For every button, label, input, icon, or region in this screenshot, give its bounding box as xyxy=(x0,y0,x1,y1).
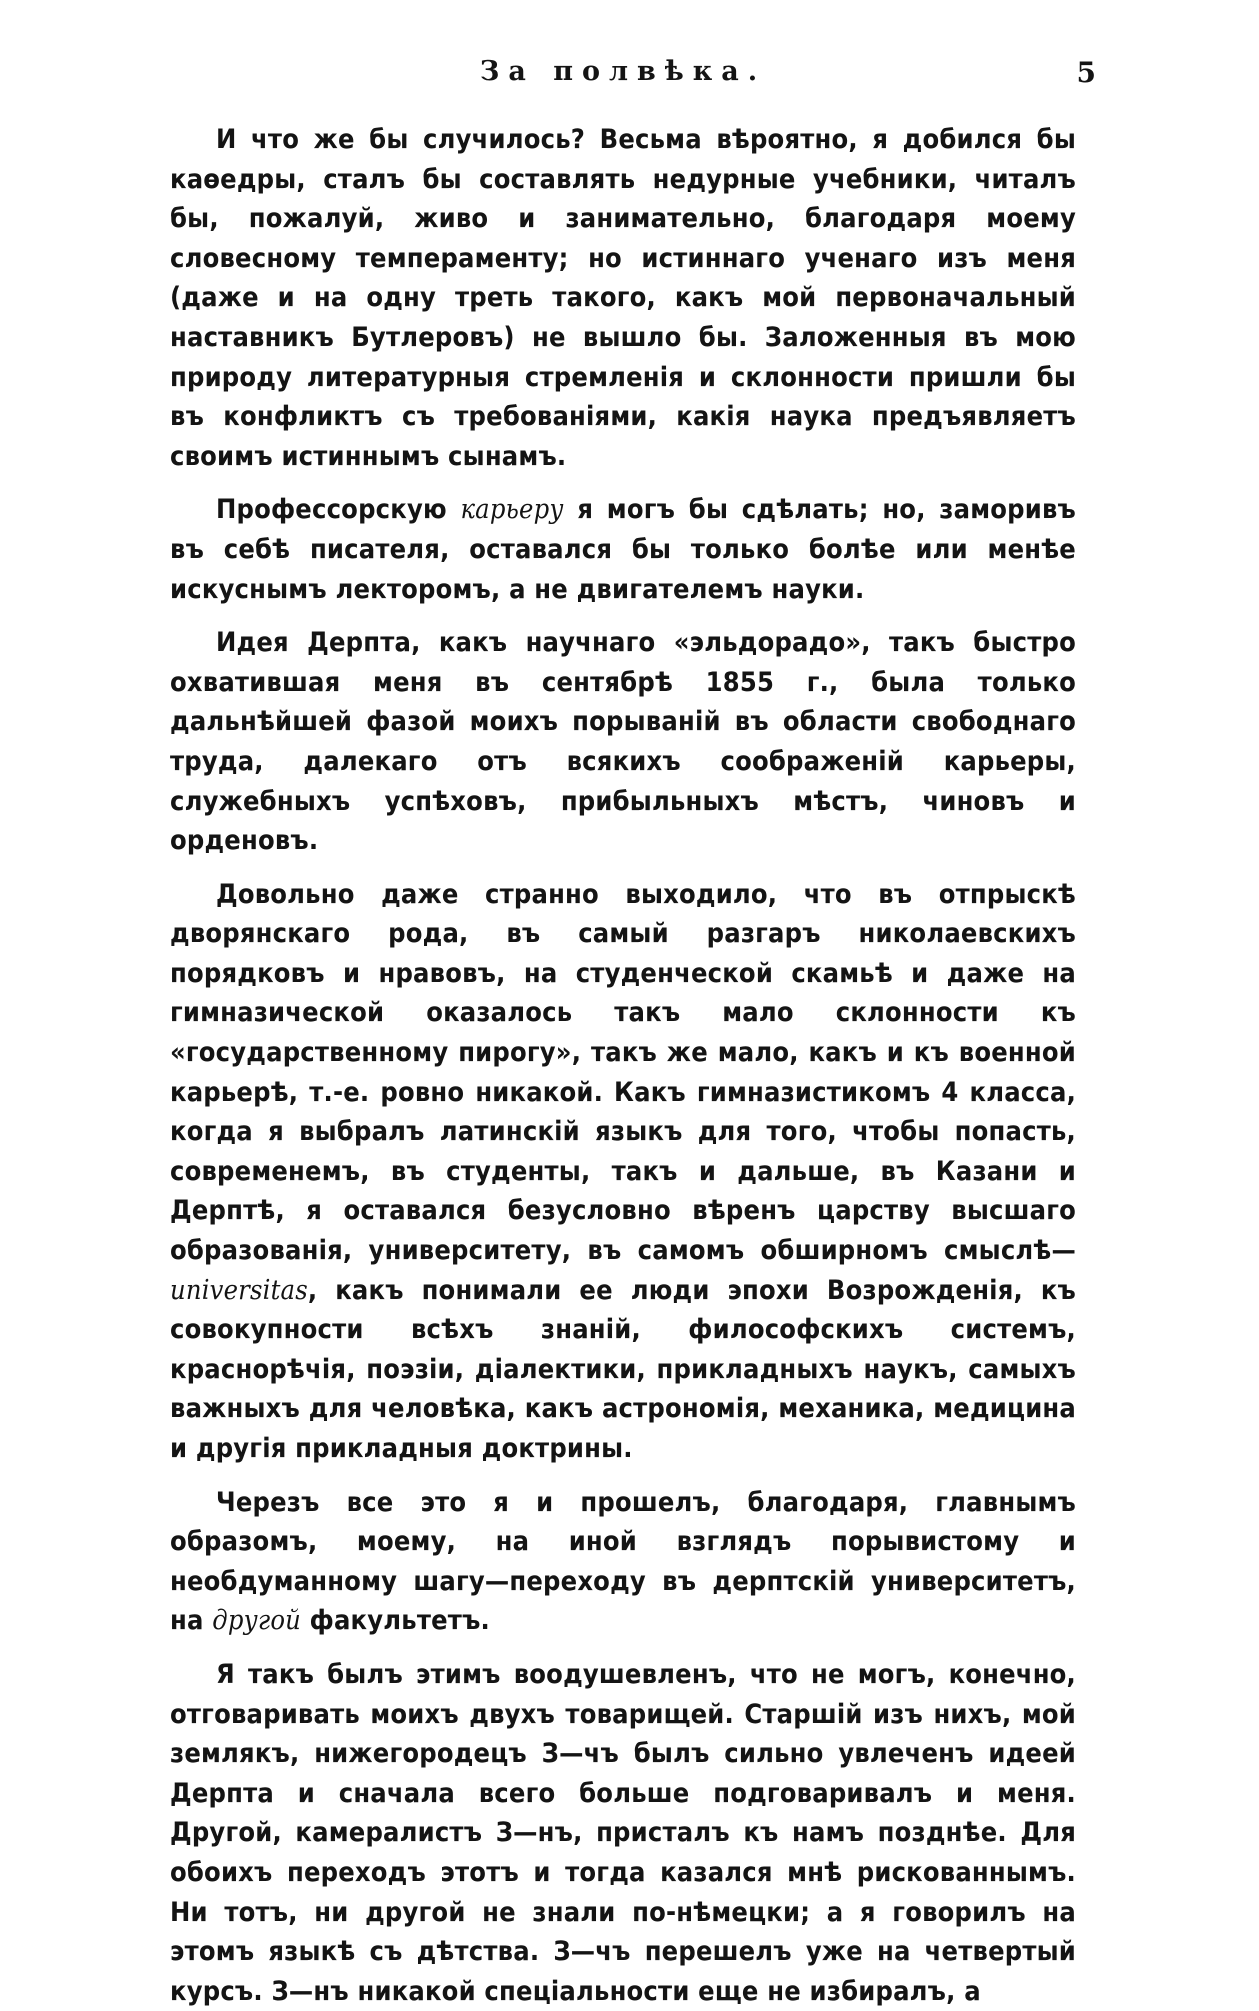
paragraph-5 xyxy=(170,1483,1076,1641)
paragraph-5-text-b: факультетъ. xyxy=(301,1605,490,1637)
italic-word-universitas: universitas xyxy=(170,1274,308,1306)
page-number: 5 xyxy=(1076,56,1096,89)
running-head xyxy=(170,56,1096,100)
italic-word-karera: карьеру xyxy=(460,494,564,526)
paragraph-4-text-b: , какъ понимали ее люди эпохи Возрожденія, къ совокупности всѣхъ знаній, философскихъ системъ, краснорѣчія, поэзіи, діалектики, прикладныхъ наукъ, самыхъ важныхъ для человѣка, какъ астрономія, механика, медицина и другія прикладныя доктрины. xyxy=(170,1274,1076,1464)
paragraph-3: Идея Дерпта, какъ научнаго «эльдорадо», такъ быстро охватившая меня въ сентябрѣ 1855 г., была только дальнѣйшей фазой моихъ порываній въ области свободнаго труда, далекаго отъ всякихъ соображеній карьеры, служебныхъ успѣховъ, прибыльныхъ мѣстъ, чиновъ и орденовъ. xyxy=(170,627,1076,857)
page-body xyxy=(170,120,1076,2011)
paragraph-2-text-b: я могъ бы сдѣлать; но, заморивъ въ себѣ писателя, оставался бы только болѣе или менѣе искуснымъ лекторомъ, а не двигателемъ науки. xyxy=(170,494,1076,605)
paragraph-1: И что же бы случилось? Весьма вѣроятно, я добился бы каѳедры, сталъ бы составлять недурные учебники, читалъ бы, пожалуй, живо и занимательно, благодаря моему словесному темпераменту; но истиннаго ученаго изъ меня (даже и на одну треть такого, какъ мой первоначальный наставникъ Бутлеровъ) не вышло бы. Заложенныя въ мою природу литературныя стремленія и склонности пришли бы въ конфликтъ съ требованіями, какія наука предъявляетъ своимъ истиннымъ сынамъ. xyxy=(170,124,1076,472)
paragraph-2 xyxy=(170,490,1076,609)
paragraph-4-text-a: Довольно даже странно выходило, что въ отпрыскѣ дворянскаго рода, въ самый разгаръ николаевскихъ порядковъ и нравовъ, на студенческой скамьѣ и даже на гимназической оказалось такъ мало склонности къ «государственному пирогу», такъ же мало, какъ и къ военной карьерѣ, т.-е. ровно никакой. Какъ гимназистикомъ 4 класса, когда я выбралъ латинскій языкъ для того, чтобы попасть, современемъ, въ студенты, такъ и дальше, въ Казани и Дерптѣ, я оставался безусловно вѣренъ царству высшаго образованія, университету, въ самомъ обширномъ смыслѣ— xyxy=(170,878,1076,1267)
paragraph-2-text-a: Профессорскую xyxy=(216,494,461,526)
paragraph-4 xyxy=(170,875,1076,1469)
italic-word-drugoy: другой xyxy=(212,1605,302,1637)
paragraph-5-text-a: Черезъ все это я и прошелъ, благодаря, главнымъ образомъ, моему, на иной взглядъ порывистому и необдуманному шагу—переходу въ дерптскій университетъ, на xyxy=(170,1486,1076,1637)
paragraph-6: Я такъ былъ этимъ воодушевленъ, что не могъ, конечно, отговаривать моихъ двухъ товарищей. Старшій изъ нихъ, мой землякъ, нижегородецъ З—чъ былъ сильно увлеченъ идеей Дерпта и сначала всего больше подговаривалъ и меня. Другой, камералистъ З—нъ, присталъ къ намъ позднѣе. Для обоихъ переходъ этотъ и тогда казался мнѣ рискованнымъ. Ни тотъ, ни другой не знали по-нѣмецки; а я говорилъ на этомъ языкѣ съ дѣтства. З—чъ перешелъ уже на четвертый курсъ. З—нъ никакой спеціальности еще не избиралъ, а xyxy=(170,1658,1076,2007)
running-title: За полвѣка. xyxy=(479,56,767,87)
